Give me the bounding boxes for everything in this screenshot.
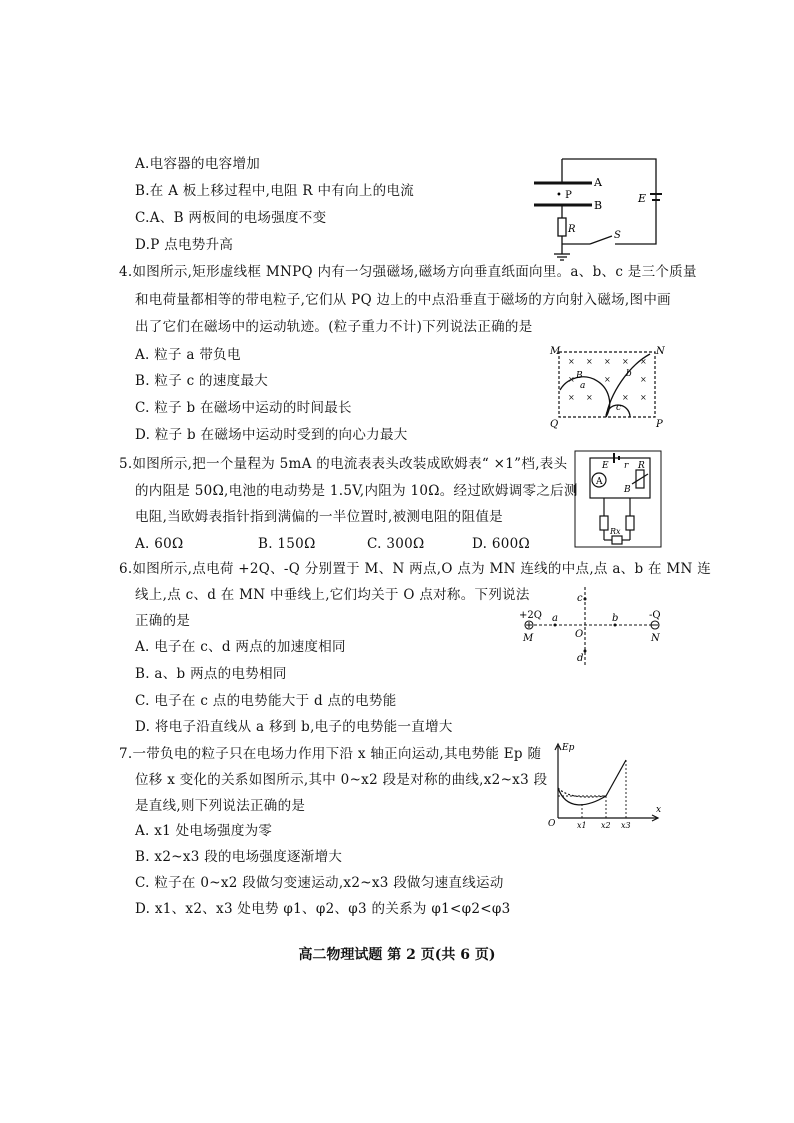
- q3-label-p: • P: [556, 190, 572, 201]
- q3-label-a: A: [594, 176, 602, 189]
- q6-stem-line-3: 正确的是: [135, 613, 191, 629]
- q5-stem-line-2: 的内阻是 50Ω,电池的电动势是 1.5V,内阻为 10Ω。经过欧姆调零之后测: [135, 483, 578, 499]
- svg-text:×: ×: [586, 393, 593, 402]
- q7-label-x1: x1: [577, 821, 587, 830]
- svg-text:×: ×: [622, 357, 629, 366]
- q4-stem-line-1: 4.如图所示,矩形虚线框 MNPQ 内有一匀强磁场,磁场方向垂直纸面向里。a、b、c 是三个质量: [119, 264, 697, 280]
- svg-text:×: ×: [640, 375, 647, 384]
- svg-text:×: ×: [640, 393, 647, 402]
- q3-option-a: A.电容器的电容增加: [135, 156, 261, 172]
- q7-label-x: x: [656, 805, 662, 815]
- q4-stem-line-2: 和电荷量都相等的带电粒子,它们从 PQ 边上的中点沿垂直于磁场的方向射入磁场,图中画: [135, 292, 671, 308]
- q7-option-d: D. x1、x2、x3 处电势 φ1、φ2、φ3 的关系为 φ1<φ2<φ3: [135, 901, 511, 917]
- q4-option-d: D. 粒子 b 在磁场中运动时受到的向心力最大: [135, 427, 408, 443]
- q3-label-r: R: [568, 224, 576, 235]
- q5-option-d: D. 600Ω: [472, 536, 530, 552]
- q4-option-b: B. 粒子 c 的速度最大: [135, 373, 269, 389]
- page-footer: 高二物理试题 第 2 页(共 6 页): [298, 947, 496, 963]
- q6-label-minusq: -Q: [649, 610, 661, 621]
- q4-label-p: P: [656, 419, 663, 430]
- q6-label-plus2q: +2Q: [519, 610, 542, 621]
- q3-label-s: S: [614, 230, 621, 241]
- svg-text:×: ×: [586, 357, 593, 366]
- q6-label-c: c: [577, 593, 583, 604]
- q6-stem-line-1: 6.如图所示,点电荷 +2Q、-Q 分别置于 M、N 两点,O 点为 MN 连线的中点,点 a、b 在 MN 连: [119, 561, 712, 577]
- q6-stem-line-2: 线上,点 c、d 在 MN 中垂线上,它们均关于 O 点对称。下列说法: [135, 587, 530, 603]
- q6-point-charges-figure: [515, 585, 665, 670]
- q6-label-a: a: [552, 613, 558, 624]
- q4-label-q: Q: [550, 419, 559, 430]
- q4-label-b-field: B: [576, 371, 583, 381]
- svg-text:×: ×: [604, 357, 611, 366]
- q3-option-c: C.A、B 两板间的电场强度不变: [135, 210, 327, 226]
- q7-stem-line-2: 位移 x 变化的关系如图所示,其中 0~x2 段是对称的曲线,x2~x3 段: [135, 772, 548, 788]
- q6-option-c: C. 电子在 c 点的电势能大于 d 点的电势能: [135, 693, 397, 709]
- q5-label-e: E: [602, 461, 609, 471]
- q5-stem-line-3: 电阻,当欧姆表指针指到满偏的一半位置时,被测电阻的阻值是: [135, 509, 503, 525]
- q5-ohmmeter-figure: [574, 450, 664, 550]
- q7-stem-line-1: 7.一带负电的粒子只在电场力作用下沿 x 轴正向运动,其电势能 Ep 随: [119, 746, 542, 762]
- q3-option-d: D.P 点电势升高: [135, 237, 234, 253]
- q6-option-d: D. 将电子沿直线从 a 移到 b,电子的电势能一直增大: [135, 719, 453, 735]
- q7-label-x2: x2: [601, 821, 611, 830]
- svg-text:×: ×: [604, 375, 611, 384]
- q4-magnetic-field-figure: [546, 344, 666, 430]
- q5-label-r-internal: r: [624, 461, 629, 471]
- q6-label-d: d: [577, 653, 584, 664]
- q4-option-c: C. 粒子 b 在磁场中运动的时间最长: [135, 400, 352, 416]
- q5-label-rx: Rx: [610, 527, 621, 536]
- q3-option-b: B.在 A 板上移过程中,电阻 R 中有向上的电流: [135, 183, 415, 199]
- q6-label-m: M: [523, 633, 534, 644]
- q7-option-a: A. x1 处电场强度为零: [135, 823, 273, 839]
- q4-option-a: A. 粒子 a 带负电: [135, 347, 241, 363]
- q7-label-o: O: [548, 819, 556, 829]
- q4-label-b: b: [626, 369, 632, 379]
- q7-stem-line-3: 是直线,则下列说法正确的是: [135, 798, 306, 814]
- q6-label-b: b: [612, 613, 619, 624]
- q4-label-n: N: [656, 346, 665, 357]
- q5-label-r: R: [638, 461, 645, 471]
- q6-label-o: O: [575, 629, 584, 640]
- svg-text:×: ×: [568, 357, 575, 366]
- q6-option-b: B. a、b 两点的电势相同: [135, 666, 287, 682]
- q6-label-n: N: [651, 633, 660, 644]
- q7-option-c: C. 粒子在 0~x2 段做匀变速运动,x2~x3 段做匀速直线运动: [135, 875, 504, 891]
- q7-label-x3: x3: [621, 821, 631, 830]
- q7-label-ep: Ep: [562, 743, 575, 753]
- q6-option-a: A. 电子在 c、d 两点的加速度相同: [135, 639, 346, 655]
- q4-label-c: c: [616, 403, 622, 413]
- q7-potential-energy-graph: [546, 740, 670, 830]
- q5-option-a: A. 60Ω: [135, 536, 184, 552]
- q3-capacitor-circuit-figure: [520, 150, 670, 270]
- q5-label-a: A: [596, 477, 603, 487]
- q7-option-b: B. x2~x3 段的电场强度逐渐增大: [135, 849, 343, 865]
- svg-text:×: ×: [622, 393, 629, 402]
- svg-text:×: ×: [568, 375, 575, 384]
- q3-label-b: B: [594, 199, 603, 212]
- q4-label-a: a: [580, 381, 586, 391]
- q5-stem-line-1: 5.如图所示,把一个量程为 5mA 的电流表表头改装成欧姆表“ ×1”档,表头: [119, 456, 568, 472]
- q4-stem-line-3: 出了它们在磁场中的运动轨迹。(粒子重力不计)下列说法正确的是: [135, 319, 533, 335]
- q5-option-b: B. 150Ω: [258, 536, 316, 552]
- q3-label-e: E: [638, 192, 647, 205]
- q5-label-b: B: [624, 485, 631, 495]
- q4-label-m: M: [550, 346, 561, 357]
- svg-text:×: ×: [568, 393, 575, 402]
- q5-option-c: C. 300Ω: [367, 536, 425, 552]
- svg-text:×: ×: [640, 357, 647, 366]
